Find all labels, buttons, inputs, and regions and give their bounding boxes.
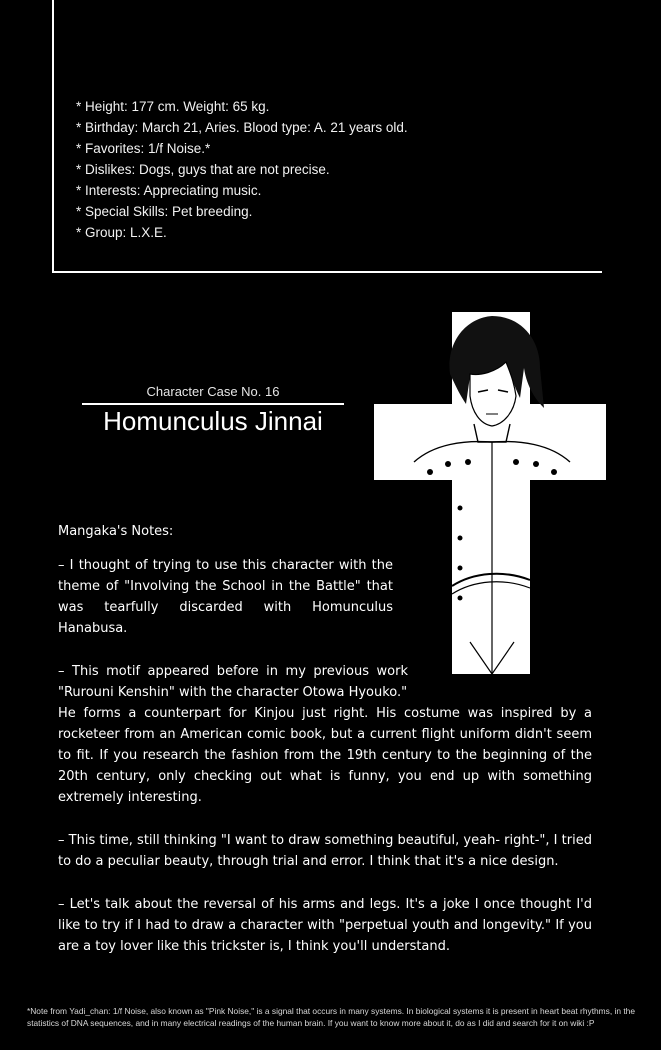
notes-heading: Mangaka's Notes: [58, 524, 174, 539]
note-paragraph-2a: – This motif appeared before in my previous work "Rurouni Kenshin" with the character Otowa Hyouko." [58, 664, 408, 700]
note-paragraph-4: – Let's talk about the reversal of his arms and legs. It's a joke I once thought I'd like to try if I had to draw a character with "perpetual youth and longevity." If you are a toy lover like this trickster is, I think you'll understand. [58, 897, 592, 954]
case-number: Character Case No. 16 [82, 384, 344, 405]
stat-favorites: * Favorites: 1/f Noise.* [76, 141, 211, 156]
note-paragraph-1: – I thought of trying to use this character with the theme of "Involving the School in the Battle" that was tearfully discarded with Homunculus Hanabusa. [58, 558, 393, 636]
stat-group: * Group: L.X.E. [76, 225, 167, 240]
stat-dislikes: * Dislikes: Dogs, guys that are not precise. [76, 162, 330, 177]
note-paragraph-2b: He forms a counterpart for Kinjou just right. His costume was inspired by a rocketeer from an American comic book, but a current flight uniform didn't seem to fit. If you research the fashion from the 19th century to the beginning of the 20th century, only checking out what is funny, you end up with something extremely interesting. [58, 706, 592, 805]
stat-interests: * Interests: Appreciating music. [76, 183, 262, 198]
stat-height: * Height: 177 cm. Weight: 65 kg. [76, 99, 270, 114]
translator-footnote: *Note from Yadi_chan: 1/f Noise, also known as "Pink Noise," is a signal that occurs in many systems. In biological systems it is present in heart beat rhythms, in the statistics of DNA sequences, and in many electrical readings of the human brain. If you want to know more about it, do as I did and search for it on wiki :P [27, 1006, 635, 1028]
profile-stats-list [76, 96, 408, 243]
mangaka-notes [58, 524, 592, 979]
stat-birthday: * Birthday: March 21, Aries. Blood type: A. 21 years old. [76, 120, 408, 135]
character-name: Homunculus Jinnai [103, 406, 323, 436]
note-paragraph-3: – This time, still thinking "I want to draw something beautiful, yeah- right-", I tried to do a peculiar beauty, through trial and error. I think that it's a nice design. [58, 833, 592, 869]
stat-special-skills: * Special Skills: Pet breeding. [76, 204, 253, 219]
